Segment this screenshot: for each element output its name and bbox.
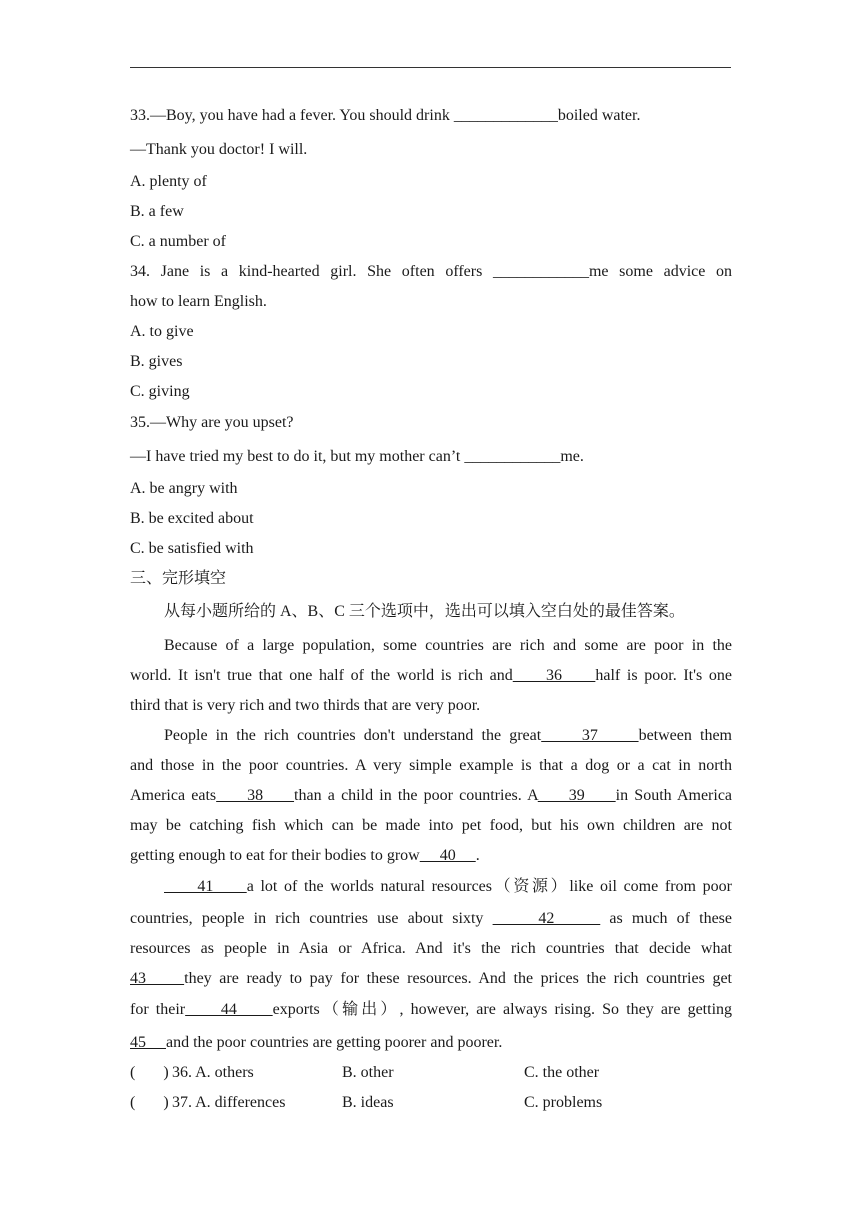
text: America eats [130, 787, 217, 804]
question-33-stem [130, 106, 640, 126]
text: boiled water. [557, 107, 641, 124]
passage-line: may be catching fish which can be made into pet food, but his own children are not [130, 817, 732, 834]
option: B. a few [130, 203, 184, 220]
option-c: C. the other [524, 1064, 600, 1081]
blank-45: 45 [130, 1034, 166, 1051]
option: B. be excited about [130, 510, 254, 527]
option-c: C. problems [524, 1094, 603, 1111]
blank: ____________ [492, 263, 589, 280]
text: a lot of the worlds natural resources（资源）like oil come from poor [246, 878, 732, 895]
passage-line [130, 909, 732, 929]
passage-line: resources as people in Asia or Africa. And it's the rich countries that decide what [130, 940, 732, 957]
text: between them [638, 727, 732, 744]
blank-40: 40 [419, 847, 476, 864]
passage-line [164, 726, 732, 746]
passage-line: Because of a large population, some countries are rich and some are poor in the [164, 637, 732, 654]
blank-36: 36 [512, 667, 596, 684]
option: B. gives [130, 353, 183, 370]
passage-line [164, 877, 732, 897]
option: C. a number of [130, 233, 226, 250]
text: for their [130, 1001, 186, 1018]
header-rule [130, 67, 731, 68]
blank-38: 38 [216, 787, 295, 804]
text: and the poor countries are getting poorer and poorer. [166, 1034, 503, 1051]
passage-line [130, 846, 480, 866]
section-heading: 三、完形填空 [130, 570, 227, 587]
text: —I have tried my best to do it, but my mother can’t [130, 448, 465, 465]
passage-line: third that is very rich and two thirds that are very poor. [130, 697, 481, 714]
passage-line [130, 1033, 502, 1053]
option: C. be satisfied with [130, 540, 254, 557]
question-34-stem [130, 262, 732, 282]
text: me some advice on [588, 263, 732, 280]
text: than a child in the poor countries. A [294, 787, 538, 804]
text: as much of these [600, 910, 733, 927]
text: exports（输出）, however, are always rising. So they are getting [272, 1001, 733, 1018]
text: me. [560, 448, 584, 465]
passage-line: and those in the poor countries. A very simple example is that a dog or a cat in north [130, 757, 732, 774]
text: People in the rich countries don't understand the great [164, 727, 542, 744]
question-35-reply [130, 447, 584, 467]
text: . [475, 847, 480, 864]
text: countries, people in rich countries use about sixty [130, 910, 493, 927]
question-34-stem-line2: how to learn English. [130, 293, 267, 310]
section-instruction: 从每小题所给的 A、B、C 三个选项中，选出可以填入空白处的最佳答案。 [164, 603, 685, 620]
text: 34. Jane is a kind-hearted girl. She often offers [130, 263, 493, 280]
blank-39: 39 [537, 787, 616, 804]
text: in South America [615, 787, 733, 804]
text: they are ready to pay for these resources. And the prices the rich countries get [184, 970, 733, 987]
text: getting enough to eat for their bodies to grow [130, 847, 420, 864]
option: A. plenty of [130, 173, 207, 190]
option-b: B. ideas [342, 1094, 394, 1111]
blank-44: 44 [185, 1001, 273, 1018]
option: A. to give [130, 323, 194, 340]
text: 33.—Boy, you have had a fever. You should drink [130, 107, 454, 124]
blank-37: 37 [541, 727, 639, 744]
option: C. giving [130, 383, 190, 400]
text: world. It isn't true that one half of the world is rich and [130, 667, 513, 684]
blank-43: 43 [130, 970, 185, 987]
option-a: 36. A. others [172, 1064, 254, 1081]
question-33-reply: —Thank you doctor! I will. [130, 141, 308, 158]
option-b: B. other [342, 1064, 394, 1081]
blank-41: 41 [164, 878, 247, 895]
passage-line [130, 1000, 732, 1020]
answer-paren: ( ) [130, 1094, 169, 1111]
option-a: 37. A. differences [172, 1094, 286, 1111]
passage-line [130, 969, 732, 989]
answer-paren: ( ) [130, 1064, 169, 1081]
blank: _____________ [453, 107, 558, 124]
passage-line [130, 666, 732, 686]
text: half is poor. It's one [595, 667, 733, 684]
question-35-stem: 35.—Why are you upset? [130, 414, 294, 431]
passage-line [130, 786, 732, 806]
option: A. be angry with [130, 480, 238, 497]
blank: ____________ [464, 448, 561, 465]
blank-42: 42 [492, 910, 601, 927]
